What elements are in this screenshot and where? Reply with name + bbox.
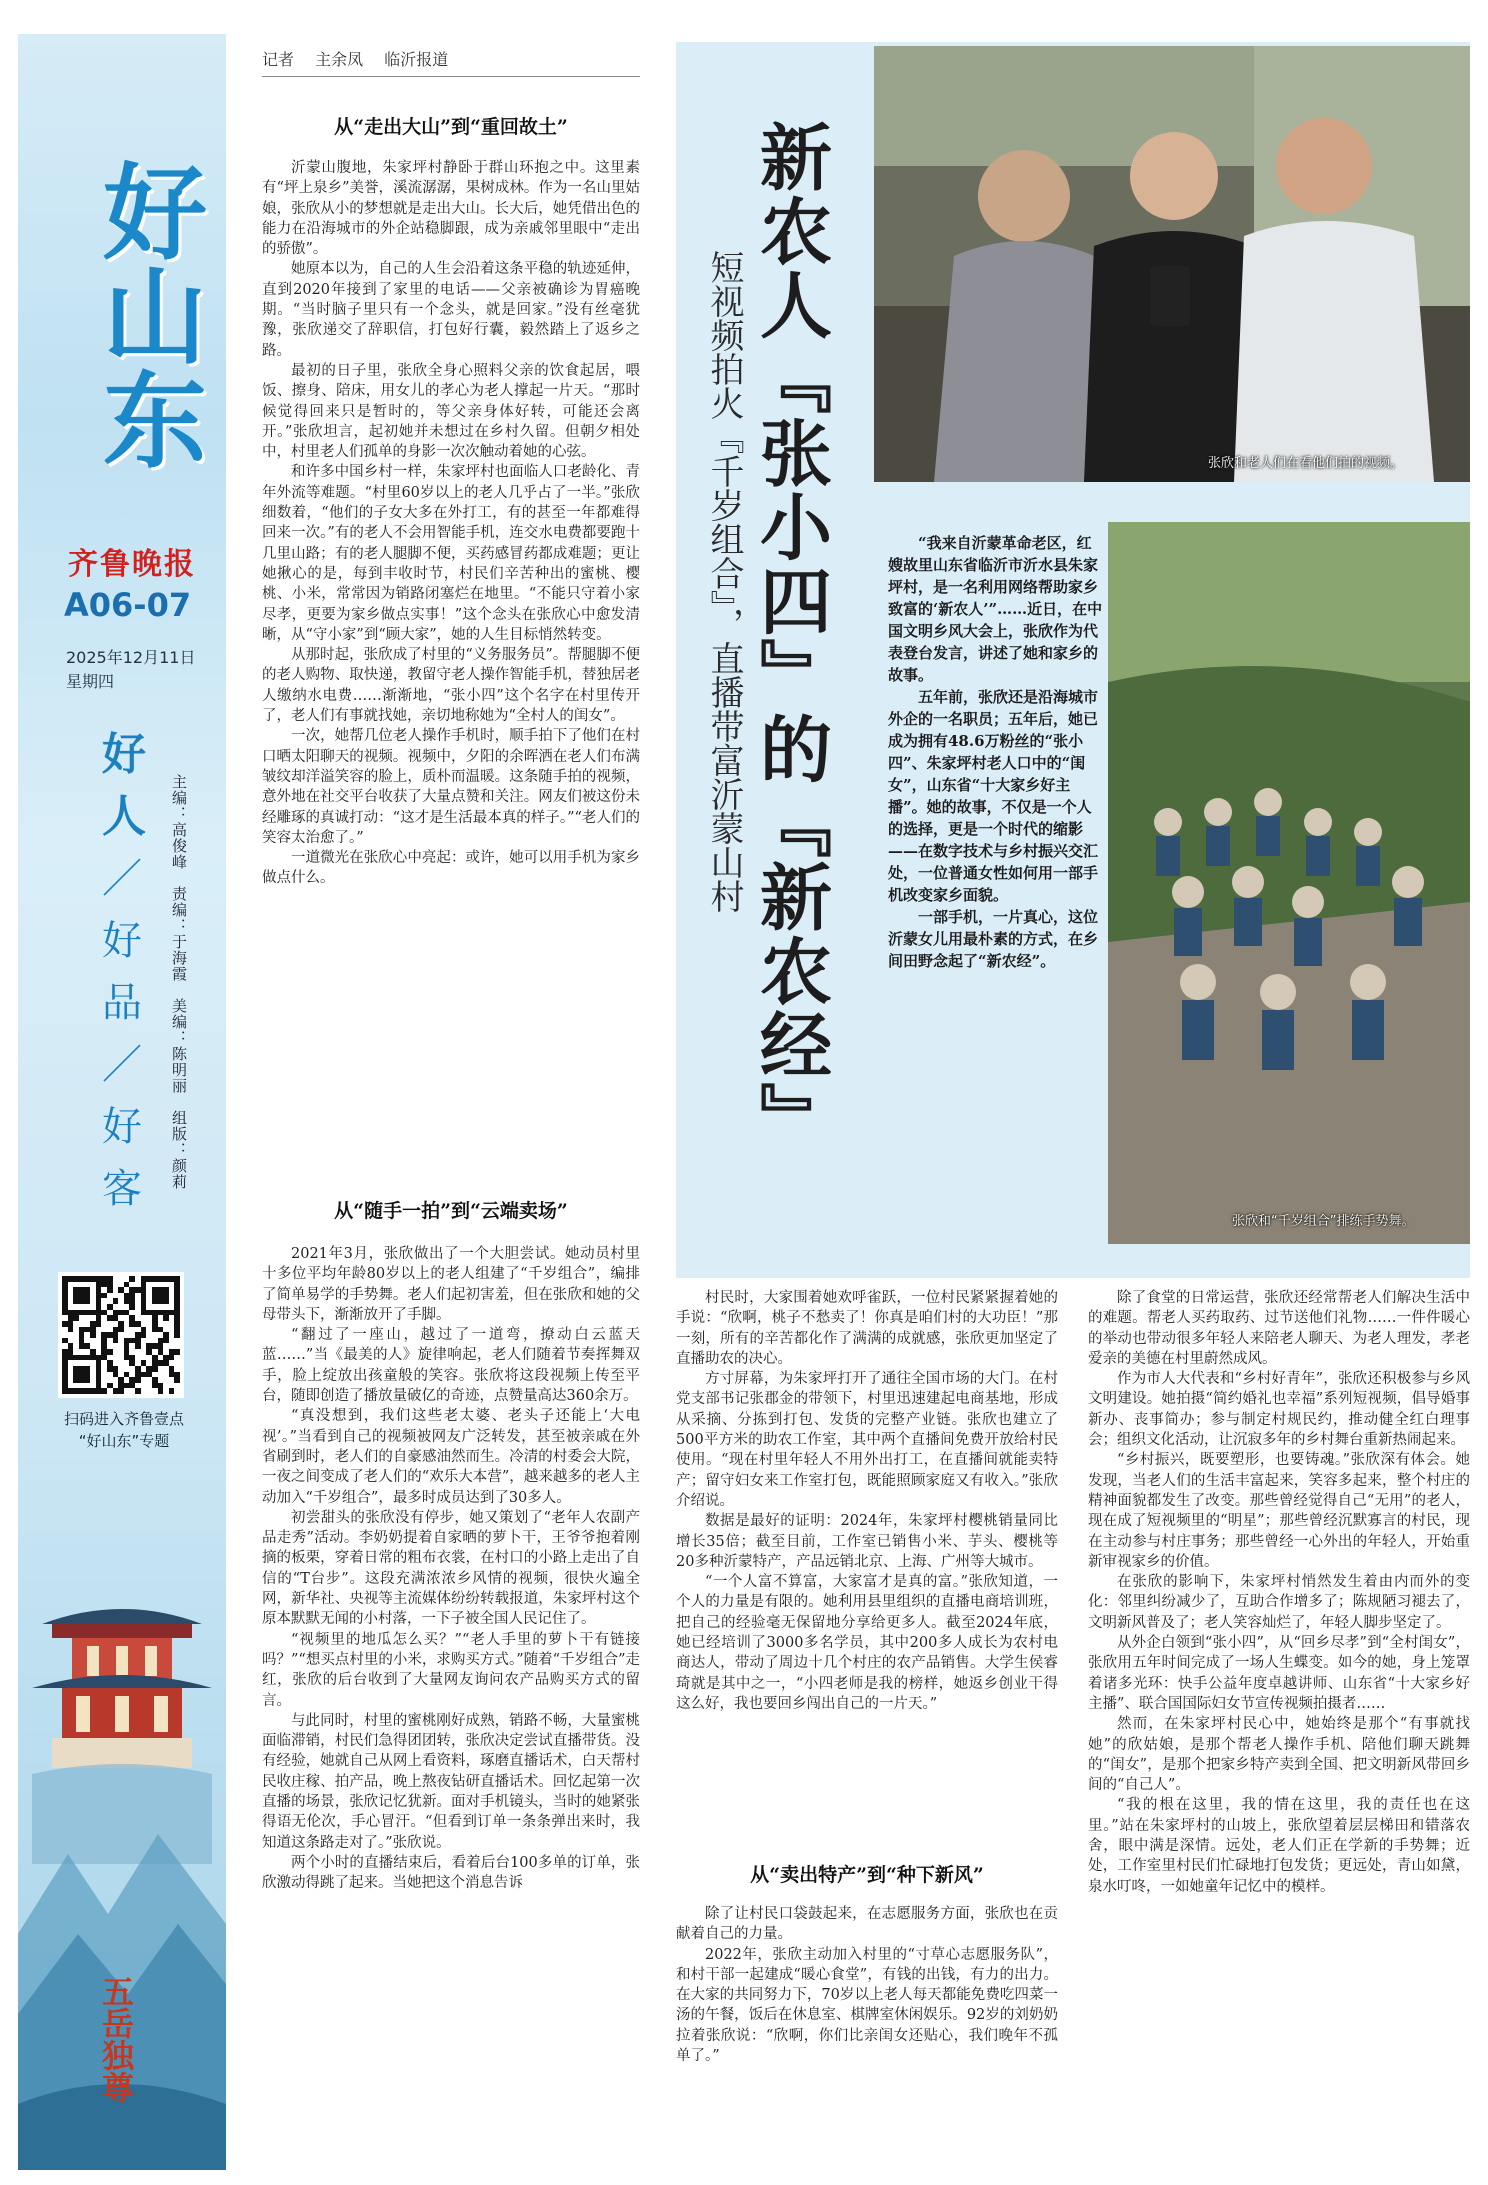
section-slash-2: ／ [102,1042,142,1088]
masthead-strip [18,34,226,2170]
paragraph: 2021年3月，张欣做出了一个大胆尝试。她动员村里十多位平均年龄80岁以上的老人组建了“千岁组合”，编排了简单易学的手势舞。老人们起初害羞，但在张欣和她的父母带头下，渐渐放开了手脚。 [262,1246,640,1323]
paragraph: 一部手机，一片真心，这位沂蒙女儿用最朴素的方式，在乡间田野念起了“新农经”。 [888,908,1099,970]
editor-credits: 主编：高俊峰 责编：于海霞 美编：陈明丽 组版：颜莉 [170,774,188,1190]
byline-name: 主余凤 [315,50,364,69]
paper-logo: 齐鲁晚报 [68,547,196,582]
qr-caption [44,1408,204,1452]
section-product: 品 [102,980,142,1026]
paragraph: “乡村振兴，既要塑形，也要铸魂。”张欣深有体会。她发现，当老人们的生活丰富起来，笑容多起来，整个村庄的精神面貌都发生了改变。那些曾经觉得自己“无用”的老人，现在成了短视频里的“明星”；那些曾经沉默寡言的村民，现在主动参与村庄事务；那些曾经一心外出的年轻人，开始重新审视家乡的价值。 [1088,1452,1470,1570]
paragraph: 两个小时的直播结束后，看着后台100多单的订单，张欣激动得跳了起来。当她把这个消息告诉 [262,1854,640,1892]
section-person: 人 [102,791,146,842]
paragraph: “视频里的地瓜怎么买？”“老人手里的萝卜干有链接吗？”“想买点村里的小米，求购买方式。”随着“千岁组合”走红，张欣的后台收到了大量网友询问农产品购买方式的留言。 [262,1631,640,1709]
paragraph: 除了让村民口袋鼓起来，在志愿服务方面，张欣也在贡献着自己的力量。 [676,1906,1058,1943]
paragraph: 然而，在朱家坪村民心中，她始终是那个“有事就找她”的欣姑娘，是那个帮老人操作手机、陪他们聊天跳舞的“闺女”，是那个把家乡特产卖到全国、把文明新风带回乡间的“自己人”。 [1088,1716,1470,1794]
photo-dance-rehearsal [1108,522,1470,1244]
section-slash-1: ／ [102,856,142,902]
byline [262,47,640,77]
column-1-top [262,158,640,1170]
photo-bottom-caption: 张欣和“千岁组合”排练手势舞。 [1232,1214,1415,1229]
section-1-title: 从“走出大山”到“重回故土” [334,116,568,138]
intro-text [888,532,1103,1232]
section-label [102,724,146,1220]
qr-caption-line-1: 扫码进入齐鲁壹点 [63,1410,184,1428]
date-text: 2025年12月11日 [66,648,196,667]
paragraph: “我来自沂蒙革命老区，红嫂故里山东省临沂市沂水县朱家坪村，是一名利用网络帮助家乡致富的‘新农人’”……近日，在中国文明乡风大会上，张欣作为代表登台发言，讲述了她和家乡的故事。 [888,534,1103,684]
paragraph: 她原本以为，自己的人生会沿着这条平稳的轨迹延伸，直到2020年接到了家里的电话——父亲被确诊为胃癌晚期。“当时脑子里只有一个念头，就是回家。”没有丝毫犹豫，张欣递交了辞职信，打包好行囊，毅然踏上了返乡之路。 [262,261,640,359]
section-3-title: 从“卖出特产”到“种下新风” [750,1864,984,1886]
paragraph: 与此同时，村里的蜜桃刚好成熟，销路不畅，大量蜜桃面临滞销，村民们急得团团转，张欣决定尝试直播带货。没有经验，她就自己从网上看资料，琢磨直播话术，白天帮村民收庄稼、拍产品，晚上熬夜钻研直播话术。回忆起第一次直播的场景，张欣记忆犹新。面对手机镜头，当时的她紧张得语无伦次，手心冒汗。“但看到订单一条条弹出来时，我知道这条路走对了。”张欣说。 [262,1712,640,1851]
section-good-2: 好 [102,918,142,964]
paragraph: “真没想到，我们这些老太婆、老头子还能上‘大电视’。”当看到自己的视频被网友广泛转发，甚至被亲戚在外省刷到时，老人们的自豪感油然而生。冷清的村委会大院，一夜之间变成了老人们的“欢乐大本营”，越来越多的老人主动加入“千岁组合”，最多时成员达到了30多人。 [262,1408,640,1506]
weekday-text: 星期四 [66,672,115,691]
byline-reporter: 记者 [262,50,295,69]
qr-code[interactable] [58,1272,184,1398]
column-3 [1088,1288,1470,2166]
masthead-title: 好山东 [85,158,208,470]
paragraph: “翻过了一座山，越过了一道弯，撩动白云蓝天蓝……”当《最美的人》旋律响起，老人们随着节奏挥舞双手，脸上绽放出孩童般的笑容。张欣将这段视频上传至平台，随即创造了播放量破亿的奇迹，点赞量高达360余万。 [262,1327,640,1405]
paragraph: “我的根在这里，我的情在这里，我的责任也在这里。”站在朱家坪村的山坡上，张欣望着层层梯田和错落农舍，眼中满是深情。远处，老人们正在学新的手势舞；近处，工作室里村民们忙碌地打包发货；更远处，青山如黛，泉水叮咚，一如她童年记忆中的模样。 [1088,1797,1470,1895]
section-good: 好 [102,729,146,780]
section-2-title: 从“随手一拍”到“云端卖场” [334,1200,568,1222]
paragraph: 初尝甜头的张欣没有停步，她又策划了“老年人农副产品走秀”活动。李奶奶提着自家晒的萝卜干，王爷爷抱着刚摘的板栗，穿着日常的粗布衣裳，在村口的小路上走出了自信的“T台步”。这段充满浓浓乡风情的视频，很快火遍全网，新华社、央视等主流媒体纷纷转载报道，朱家坪村这个原本默默无闻的小村落，一下子被全国人民记住了。 [262,1509,640,1628]
paragraph: 一道微光在张欣心中亮起：或许，她可以用手机为家乡做点什么。 [262,850,640,887]
paragraph: 数据是最好的证明：2024年，朱家坪村樱桃销量同比增长35倍；截至目前，工作室已销售小米、芋头、樱桃等20多种沂蒙特产，产品远销北京、上海、广州等大城市。 [676,1513,1058,1570]
column-1-bottom [262,1244,640,2164]
paragraph: 方寸屏幕，为朱家坪打开了通往全国市场的大门。在村党支部书记张郡金的带领下，村里迅速建起电商基地，形成从采摘、分拣到打包、发货的完整产业链。张欣也建立了500平方米的助农工作室，其中两个直播间免费开放给村民使用。“现在村里年轻人不用外出打工，在直播间就能卖特产；留守妇女来工作室打包，既能照顾家庭又有收入。”张欣介绍说。 [676,1371,1058,1509]
byline-location: 临沂报道 [384,50,449,69]
paragraph: 沂蒙山腹地，朱家坪村静卧于群山环抱之中。这里素有“坪上泉乡”美誉，溪流潺潺，果树成林。作为一名山里姑娘，张欣从小的梦想就是走出大山。长大后，她凭借出色的能力在沿海城市的外企站稳脚跟，成为亲戚邻里眼中“走出的骄傲”。 [262,160,640,258]
column-2-top [676,1288,1058,1848]
calligraphy-seal: 五岳独尊 [97,1975,135,2103]
section-good-3: 好 [102,1104,142,1150]
paragraph: 和许多中国乡村一样，朱家坪村也面临人口老龄化、青年外流等难题。“村里60岁以上的老人几乎占了一半。”张欣细数着，“他们的子女大多在外打工，有的甚至一年都难得回来一次。”有的老人不会用智能手机，连交水电费都要跑十几里山路；有的老人腿脚不便，买药感冒药都成难题；更让她揪心的是，每到丰收时节，村民们辛苦种出的蜜桃、樱桃、小米，常常因为销路闭塞烂在地里。“不能只守着小家尽孝，更要为家乡做点实事！”这个念头在张欣心中愈发清晰，从“守小家”到“顾大家”，她的人生目标悄然转变。 [262,464,640,643]
column-2-bottom [676,1904,1058,2166]
qr-caption-line-2: “好山东”专题 [78,1432,170,1450]
paragraph: 在张欣的影响下，朱家坪村悄然发生着由内而外的变化：邻里纠纷减少了，互助合作增多了；陈规陋习褪去了，文明新风普及了；老人笑容灿烂了，年轻人脚步坚定了。 [1088,1574,1470,1631]
paragraph: 从外企白领到“张小四”，从“回乡尽孝”到“全村闺女”，张欣用五年时间完成了一场人生蝶变。如今的她，身上笼罩着诸多光环：快手公益年度卓越讲师、山东省“十大家乡好主播”、联合国国际妇女节宣传视频拍摄者…… [1088,1635,1470,1712]
page-number: A06-07 [64,586,192,624]
paragraph: 从那时起，张欣成了村里的“义务服务员”。帮腿脚不便的老人购物、取快递，教留守老人操作智能手机，替独居老人缴纳水电费……渐渐地，“张小四”这个名字在村里传开了，老人们有事就找她，亲切地称她为“全村人的闺女”。 [262,647,640,725]
paragraph: 作为市人大代表和“乡村好青年”，张欣还积极参与乡风文明建设。她拍摄“简约婚礼也幸福”系列短视频，倡导婚事新办、丧事简办；参与制定村规民约，推动健全红白理事会；组织文化活动，让沉寂多年的乡村舞台重新热闹起来。 [1088,1371,1470,1449]
paragraph: “一个人富不算富，大家富才是真的富。”张欣知道，一个人的力量是有限的。她利用县里组织的直播电商培训班，把自己的经验毫无保留地分享给更多人。截至2024年底，她已经培训了3000多名学员，其中200多人成长为农村电商达人，带动了周边十几个村庄的农产品销售。大学生侯睿琦就是其中之一，“小四老师是我的榜样，她返乡创业干得这么好，我也要回乡闯出自己的一片天。” [676,1574,1058,1712]
issue-date [66,646,195,694]
headline: 新农人『张小四』的『新农经』 [748,120,833,1156]
paragraph: 五年前，张欣还是沿海城市外企的一名职员；五年后，她已成为拥有48.6万粉丝的“张小四”、朱家坪村老人口中的“闺女”，山东省“十大家乡好主播”。她的故事，不仅是一个人的选择，更是一个时代的缩影——在数字技术与乡村振兴交汇处，一位普通女性如何用一部手机改变家乡面貌。 [888,688,1099,904]
paragraph: 最初的日子里，张欣全身心照料父亲的饮食起居，喂饭、擦身、陪床，用女儿的孝心为老人撑起一片天。“那时候觉得回来只是暂时的，等父亲身体好转，可能还会离开。”张欣坦言，起初她并未想过在乡村久留。但朝夕相处中，村里老人们孤单的身影一次次触动着她的心弦。 [262,362,640,461]
photo-watching-video [874,46,1470,482]
paragraph: 2022年，张欣主动加入村里的“寸草心志愿服务队”，和村干部一起建成“暖心食堂”，有钱的出钱，有力的出力。在大家的共同努力下，70岁以上老人每天都能免费吃四菜一汤的午餐，饭后在休息室、棋牌室休闲娱乐。92岁的刘奶奶拉着张欣说：“欣啊，你们比亲闺女还贴心，我们晚年不孤单了。” [676,1946,1058,2065]
deck: 短视频拍火『千岁组合』，直播带富沂蒙山村 [704,250,744,913]
section-guest: 客 [102,1166,142,1212]
photo-top-caption: 张欣和老人们在看他们拍的视频。 [1208,456,1404,471]
paragraph: 村民时，大家围着她欢呼雀跃，一位村民紧紧握着她的手说：“欣啊，桃子不愁卖了！你真是咱们村的大功臣！”那一刻，所有的辛苦都化作了满满的成就感，张欣更加坚定了直播助农的决心。 [676,1290,1058,1367]
paragraph: 除了食堂的日常运营，张欣还经常帮老人们解决生活中的难题。帮老人买药取药、过节送他们礼物……一件件暖心的举动也带动很多年轻人来陪老人聊天、为老人理发，孝老爱亲的美德在村里蔚然成风。 [1088,1290,1470,1367]
paragraph: 一次，她帮几位老人操作手机时，顺手拍下了他们在村口晒太阳聊天的视频。视频中，夕阳的余晖洒在老人们布满皱纹却洋溢笑容的脸上，质朴而温暖。这条随手拍的视频，意外地在社交平台收获了大量点赞和关注。网友们被这份未经雕琢的真诚打动：“这才是生活最本真的样子。”“老人们的笑容太治愈了。” [262,728,640,846]
